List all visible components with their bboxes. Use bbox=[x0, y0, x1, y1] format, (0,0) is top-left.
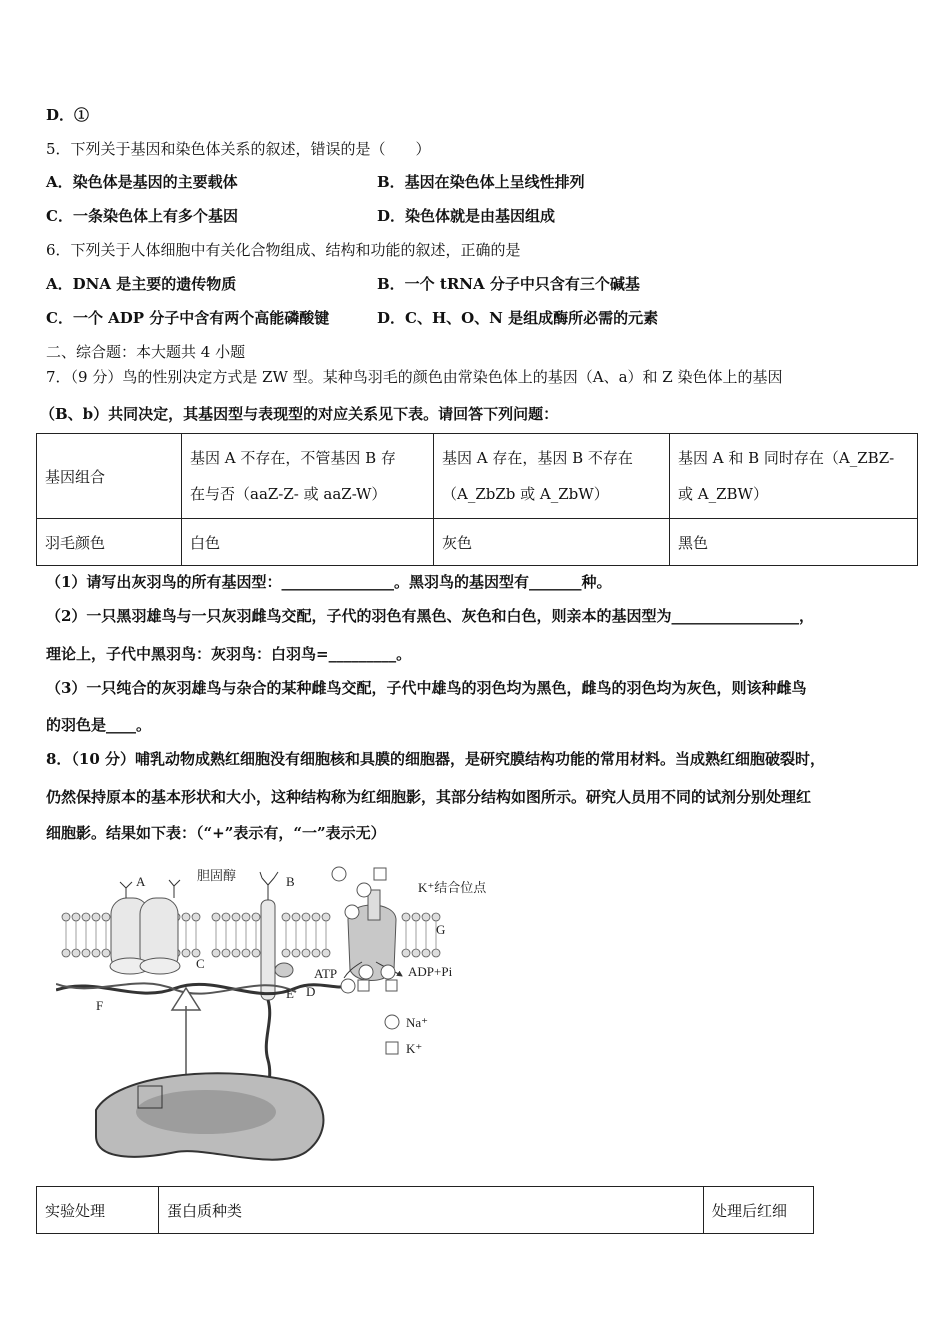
q5-option-c: C．一条染色体上有多个基因 bbox=[46, 207, 238, 225]
label-e: E bbox=[286, 986, 294, 1001]
k-ion bbox=[358, 980, 369, 991]
table-cell: 基因 A 和 B 同时存在（A_ZBZ- 或 A_ZBW） bbox=[670, 434, 918, 519]
q7-stem-line1: 7．（9 分）鸟的性别决定方式是 ZW 型。某种鸟羽毛的颜色由常染色体上的基因（A、a）和 Z 染色体上的基因 bbox=[46, 368, 783, 386]
na-ion bbox=[345, 905, 359, 919]
q6-stem: 6．下列关于人体细胞中有关化合物组成、结构和功能的叙述，正确的是 bbox=[46, 241, 521, 259]
label-g: G bbox=[436, 922, 446, 937]
k-ion bbox=[374, 868, 386, 880]
label-cholesterol: 胆固醇 bbox=[197, 868, 237, 883]
k-legend-icon bbox=[386, 1042, 398, 1054]
glycan-b bbox=[260, 872, 278, 900]
glycan-a bbox=[120, 882, 132, 898]
cytoskeleton-f bbox=[56, 984, 346, 993]
na-ion bbox=[381, 965, 395, 979]
k-ion bbox=[386, 980, 397, 991]
label-d: D bbox=[306, 984, 316, 999]
q8-stem-line1: 8．（10 分）哺乳动物成熟红细胞没有细胞核和具膜的细胞器，是研究膜结构功能的常用材料。当成熟红细胞破裂时， bbox=[46, 750, 826, 768]
genotype-table bbox=[36, 433, 918, 566]
q6-option-b: B．一个 tRNA 分子中只含有三个碱基 bbox=[377, 275, 640, 293]
protein-c-2 bbox=[140, 958, 180, 974]
na-ion bbox=[357, 883, 371, 897]
q8-stem-line2: 仍然保持原本的基本形状和大小，这种结构称为红细胞影，其部分结构如图所示。研究人员用不同的试剂分别处理红 bbox=[46, 788, 812, 806]
q7-sub2-line1: （2）一只黑羽雄鸟与一只灰羽雌鸟交配，子代的羽色有黑色、灰色和白色，则亲本的基因型为_________________， bbox=[46, 607, 814, 625]
q7-stem-line2: （B、b）共同决定，其基因型与表现型的对应关系见下表。请回答下列问题： bbox=[40, 405, 559, 423]
q7-sub3-line1: （3）一只纯合的灰羽雄鸟与杂合的某种雌鸟交配，子代中雄鸟的羽色均为黑色，雌鸟的羽色均为灰色，则该种雌鸟 bbox=[46, 679, 807, 697]
table-cell: 基因 A 不存在，不管基因 B 存 在与否（aaZ-Z- 或 aaZ-W） bbox=[182, 434, 434, 519]
glycan-cholesterol bbox=[169, 880, 180, 898]
q7-sub2-line2: 理论上，子代中黑羽鸟：灰羽鸟：白羽鸟=_________。 bbox=[46, 645, 412, 663]
membrane-diagram bbox=[56, 860, 516, 1180]
label-k: K⁺ bbox=[406, 1041, 423, 1056]
table-header-cell: 实验处理 bbox=[37, 1187, 159, 1234]
table-cell: 基因 A 存在，基因 B 不存在 （A_ZbZb 或 A_ZbW） bbox=[434, 434, 670, 519]
label-k-site: K⁺结合位点 bbox=[418, 880, 487, 895]
label-b: B bbox=[286, 874, 295, 889]
table-header-cell: 处理后红细 bbox=[704, 1187, 814, 1234]
label-a: A bbox=[136, 874, 146, 889]
label-atp: ATP bbox=[314, 966, 338, 981]
table-row-head: 羽毛颜色 bbox=[37, 519, 182, 566]
q5-stem: 5．下列关于基因和染色体关系的叙述，错误的是（ ） bbox=[46, 140, 431, 158]
q5-option-a: A．染色体是基因的主要载体 bbox=[46, 173, 238, 191]
na-ion bbox=[332, 867, 346, 881]
table-cell: 白色 bbox=[182, 519, 434, 566]
label-na: Na⁺ bbox=[406, 1015, 429, 1030]
q7-sub3-line2: 的羽色是____。 bbox=[46, 716, 152, 734]
protein-d bbox=[275, 963, 293, 977]
na-ion bbox=[341, 979, 355, 993]
q5-option-b: B．基因在染色体上呈线性排列 bbox=[377, 173, 585, 191]
na-legend-icon bbox=[385, 1015, 399, 1029]
q6-option-a: A．DNA 是主要的遗传物质 bbox=[46, 275, 237, 293]
table-cell: 黑色 bbox=[670, 519, 918, 566]
label-adp: ADP+Pi bbox=[408, 964, 453, 979]
label-f: F bbox=[96, 998, 104, 1013]
section-heading: 二、综合题：本大题共 4 小题 bbox=[46, 343, 246, 361]
label-c: C bbox=[196, 956, 205, 971]
q6-option-d: D．C、H、O、N 是组成酶所必需的元素 bbox=[377, 309, 659, 327]
q6-option-c: C．一个 ADP 分子中含有两个高能磷酸键 bbox=[46, 309, 330, 327]
q8-stem-line3: 细胞影。结果如下表：（“+”表示有，“一”表示无） bbox=[46, 824, 386, 842]
q5-option-d: D．染色体就是由基因组成 bbox=[377, 207, 556, 225]
experiment-table bbox=[36, 1186, 814, 1234]
table-header-cell: 蛋白质种类 bbox=[159, 1187, 704, 1234]
q4-option-d: D．① bbox=[46, 106, 90, 124]
q7-sub1: （1）请写出灰羽鸟的所有基因型：_______________。黑羽鸟的基因型有_______种。 bbox=[46, 573, 612, 591]
table-row-head: 基因组合 bbox=[37, 434, 182, 519]
na-ion bbox=[359, 965, 373, 979]
cell-shadow bbox=[136, 1090, 276, 1134]
table-cell: 灰色 bbox=[434, 519, 670, 566]
